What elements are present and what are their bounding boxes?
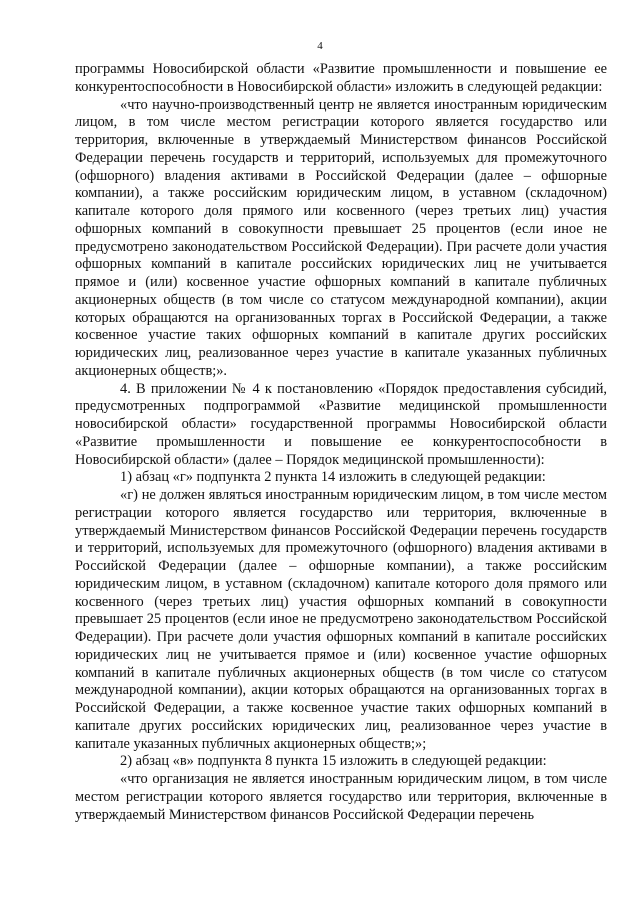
page-number: 4 [317,40,323,52]
paragraph-organization: «что организация не является иностранным юридическим лицом, в том числе местом регистрации которого является государство или территория, включенные в утверждаемый Министерством финансов Российской Федерации перечень [75,771,607,823]
paragraph-item-1: 1) абзац «г» подпункта 2 пункта 14 изложить в следующей редакции: [120,469,546,486]
paragraph-appendix-4: 4. В приложении № 4 к постановлению «Порядок предоставления субсидий, предусмотренных подпрограммой «Развитие медицинской промышленности новосибирской области» государственной программы Новосибирской области «Развитие промышленности и повышение ее конкурентоспособности в Новосибирской области» (далее – Порядок медицинской промышленности): [75,380,607,468]
paragraph-item-2: 2) абзац «в» подпункта 8 пункта 15 изложить в следующей редакции: [120,753,547,770]
paragraph-research-center: «что научно-производственный центр не является иностранным юридическим лицом, в том числе местом регистрации которого является государство или территория, включенные в утверждаемый Министерством финансов Российской Федерации перечень государств и территорий, используемых для промежуточного (офшорного) владения активами в Российской Федерации (далее – офшорные компании), а также российским юридическим лицом, в уставном (складочном) капитале которого доля прямого или косвенного (через третьих лиц) участия офшорных компаний в совокупности превышает 25 процентов (если иное не предусмотрено законодательством Российской Федерации). При расчете доли участия офшорных компаний в капитале российских юридических лиц не учитывается прямое и (или) косвенное участие офшорных компаний в капитале публичных акционерных обществ (в том числе со статусом международной компании), акции которых обращаются на организованных торгах в Российской Федерации, а также косвенное участие таких офшорных компаний в капитале других российских юридических лиц, реализованное через участие в капитале указанных публичных акционерных обществ;». [75,96,607,379]
paragraph-clause-g: «г) не должен являться иностранным юридическим лицом, в том числе местом регистрации которого является государство или территория, включенные в утверждаемый Министерством финансов Российской Федерации перечень государств и территорий, используемых для промежуточного (офшорного) владения активами в Российской Федерации (далее – офшорные компании), а также российским юридическим лицом, в уставном (складочном) капитале которого доля прямого или косвенного (через третьих лиц) участия офшорных компаний в совокупности превышает 25 процентов (если иное не предусмотрено законодательством Российской Федерации). При расчете доли участия офшорных компаний в капитале российских юридических лиц не учитывается прямое и (или) косвенное участие офшорных компаний в капитале публичных акционерных обществ (в том числе со статусом международной компании), акции которых обращаются на организованных торгах в Российской Федерации, а также косвенное участие таких офшорных компаний в капитале других российских юридических лиц, реализованное через участие в капитале указанных публичных акционерных обществ;»; [75,487,607,752]
document-body [75,61,607,824]
paragraph-program-title: программы Новосибирской области «Развитие промышленности и повышение ее конкурентоспособности в Новосибирской области» изложить в следующей редакции: [75,61,607,95]
